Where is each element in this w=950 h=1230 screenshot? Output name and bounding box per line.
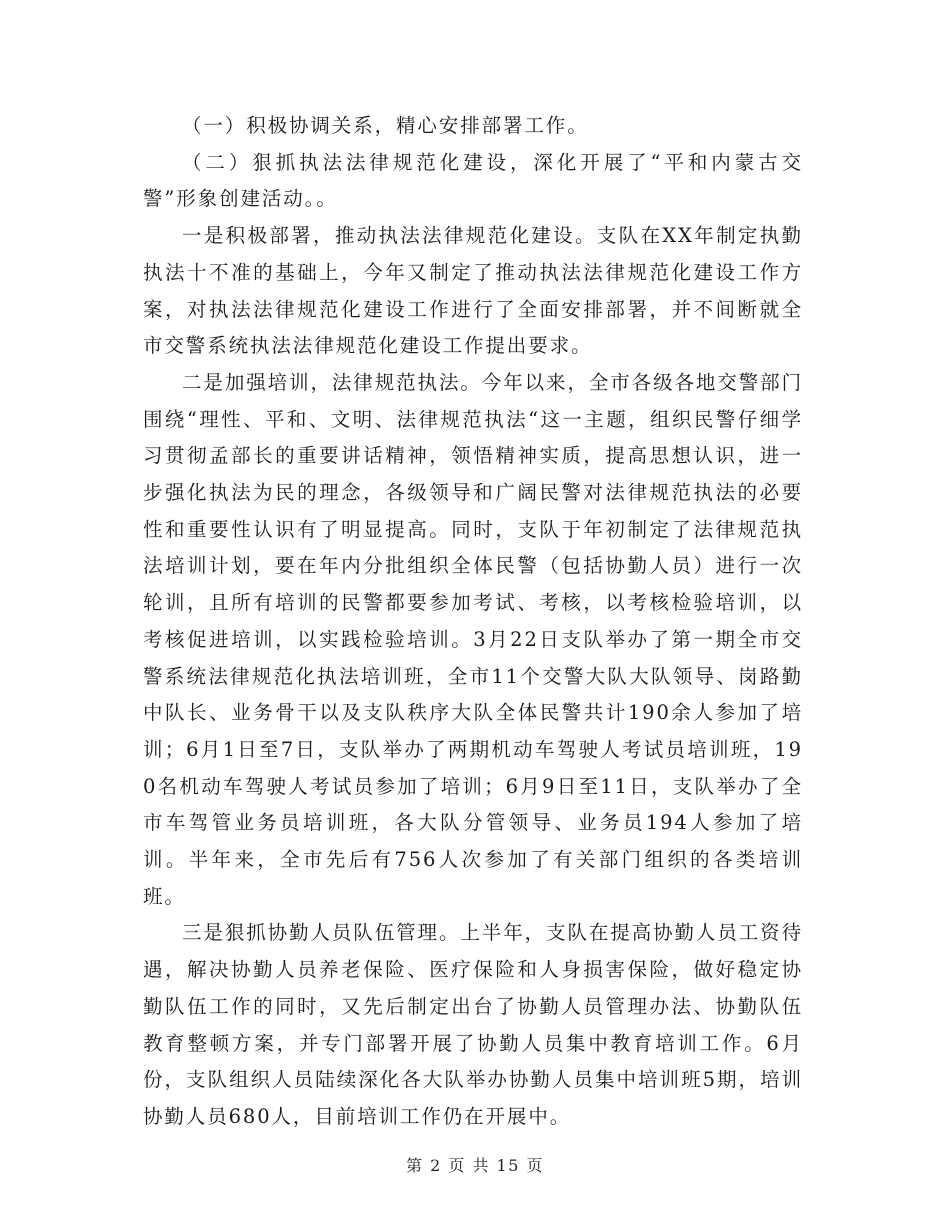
page-footer (0, 1153, 950, 1176)
footer-suffix: 页 (526, 1156, 545, 1175)
paragraph-section-2-heading: （二）狠抓执法法律规范化建设，深化开展了“平和内蒙古交警”形象创建活动。。 (143, 150, 803, 211)
paragraph-training: 二是加强培训，法律规范执法。今年以来，全市各级各地交警部门围绕“理性、平和、文明、法律规范执法“这一主题，组织民警仔细学习贯彻孟部长的重要讲话精神，领悟精神实质，提高思想认识，进一步强化执法为民的理念，各级领导和广阔民警对法律规范执法的必要性和重要性认识有了明显提高。同时，支队于年初制定了法律规范执法培训计划，要在年内分批组织全体民警（包括协勤人员）进行一次轮训，且所有培训的民警都要参加考试、考核，以考核检验培训，以考核促进培训，以实践检验培训。3月22日支队举办了第一期全市交警系统法律规范化执法培训班，全市11个交警大队大队领导、岗路勤中队长、业务骨干以及支队秩序大队全体民警共计190余人参加了培训；6月1日至7日，支队举办了两期机动车驾驶人考试员培训班，190名机动车驾驶人考试员参加了培训；6月9日至11日，支队举办了全市车驾管业务员培训班，各大队分管领导、业务员194人参加了培训。半年来，全市先后有756人次参加了有关部门组织的各类培训班。 (143, 370, 803, 908)
paragraph-auxiliary-staff: 三是狠抓协勤人员队伍管理。上半年，支队在提高协勤人员工资待遇，解决协勤人员养老保险、医疗保险和人身损害保险，做好稳定协勤队伍工作的同时，又先后制定出台了协勤人员管理办法、协勤队伍教育整顿方案，并专门部署开展了协勤人员集中教育培训工作。6月份，支队组织人员陆续深化各大队举办协勤人员集中培训班5期，培训协勤人员680人，目前培训工作仍在开展中。 (143, 921, 803, 1128)
paragraph-deployment: 一是积极部署，推动执法法律规范化建设。支队在XX年制定执勤执法十不准的基础上，今年又制定了推动执法法律规范化建设工作方案，对执法法律规范化建设工作进行了全面安排部署，并不间断就全市交警系统执法法律规范化建设工作提出要求。 (143, 224, 803, 358)
footer-prefix: 第 (405, 1156, 424, 1175)
footer-middle: 页 共 (448, 1156, 490, 1175)
footer-current-page: 2 (430, 1156, 442, 1175)
document-body (143, 108, 803, 1136)
footer-total-pages: 15 (496, 1156, 520, 1175)
paragraph-section-1-heading: （一）积极协调关系，精心安排部署工作。 (182, 114, 589, 137)
